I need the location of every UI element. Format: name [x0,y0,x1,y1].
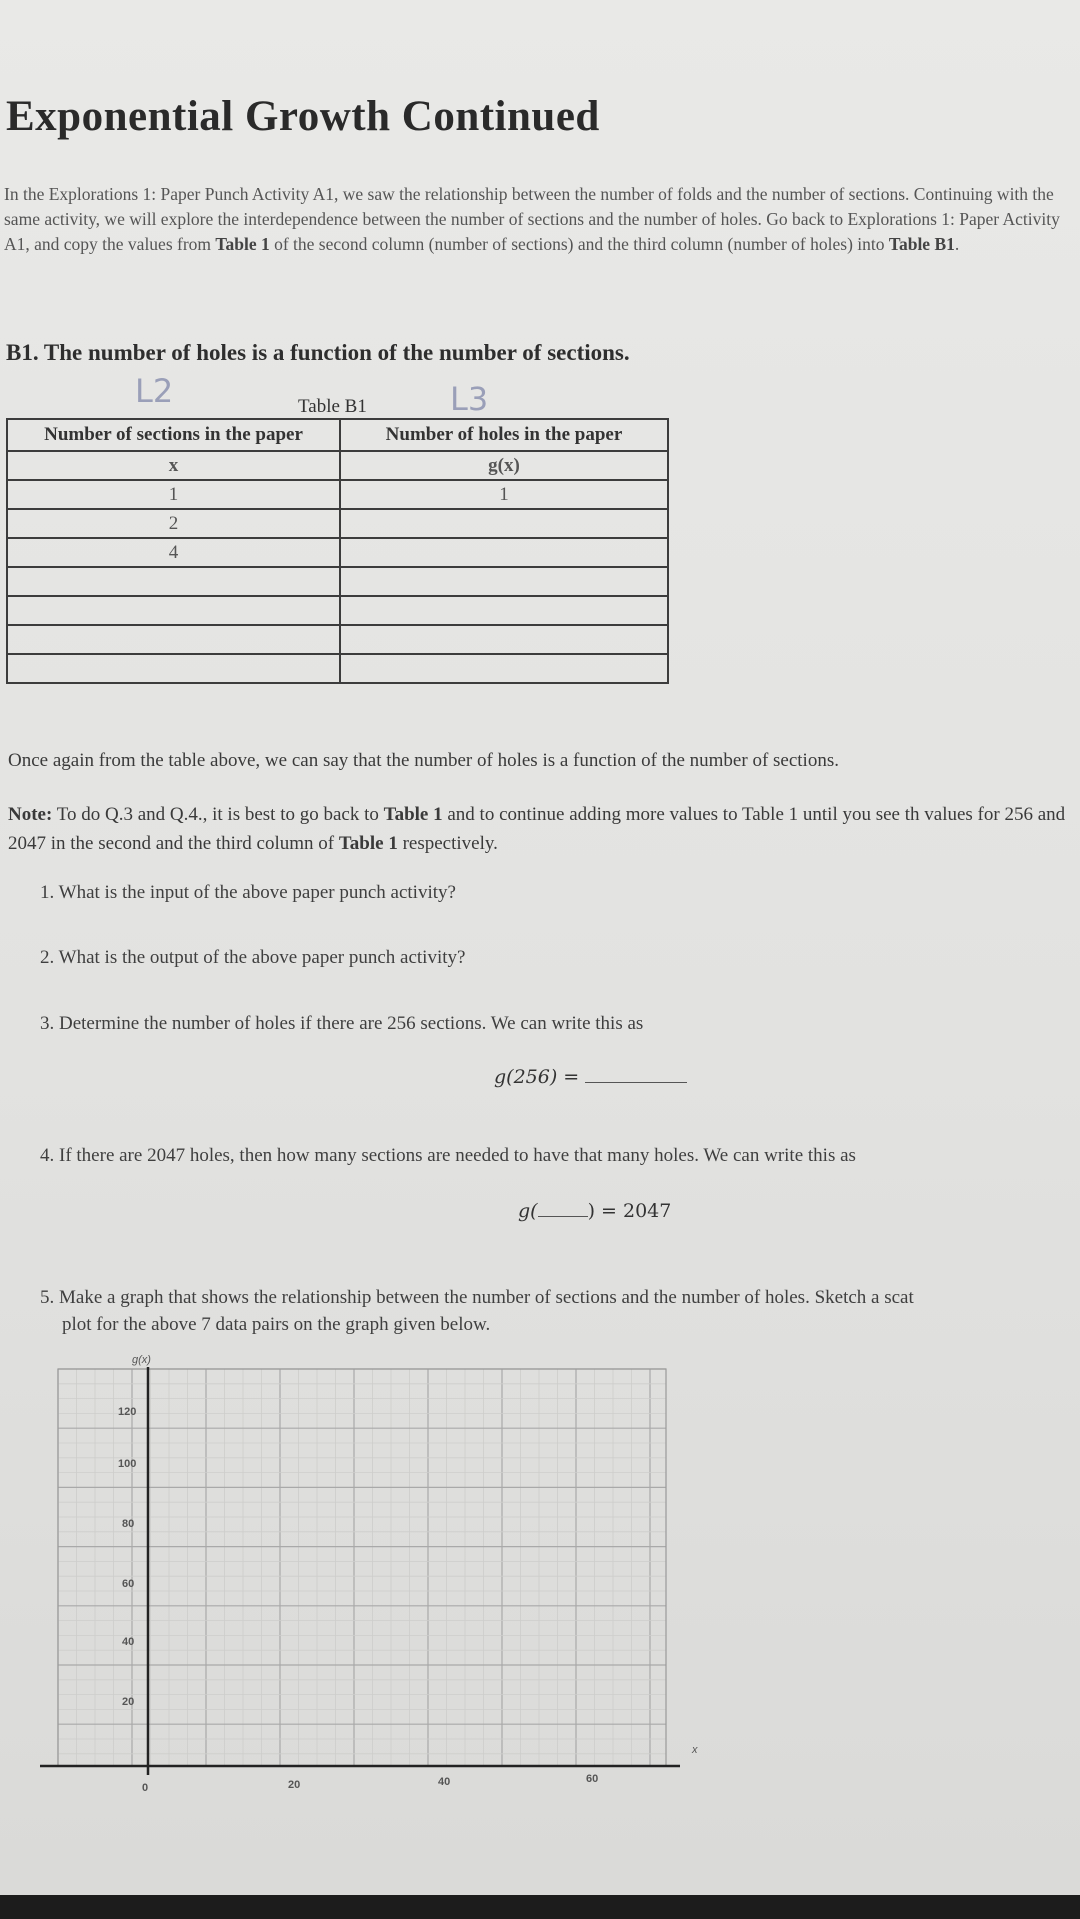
blank-graph[interactable] [40,1355,720,1800]
page-title: Exponential Growth Continued [6,93,600,140]
q3-equation-text: g(256) = [494,1066,580,1088]
x-tick-label: 60 [586,1773,599,1785]
table-row [7,654,668,683]
x-tick-label: 20 [288,1779,301,1791]
col1-header: Number of sections in the paper [7,419,340,451]
table-row [7,509,668,538]
sections-cell: 2 [7,509,340,538]
note-bold-1: Table 1 [383,804,443,825]
holes-cell [340,625,668,654]
x-tick-label: 0 [142,1782,149,1794]
y-tick-label: 80 [122,1518,135,1530]
y-axis-label: g(x) [132,1355,151,1366]
x-tick-label: 40 [438,1776,451,1788]
y-tick-label: 20 [122,1696,135,1708]
sections-cell [7,625,340,654]
once-again-text: Once again from the table above, we can say that the number of holes is a function of the number of sections. [8,750,839,771]
question-5-line-1: 5. Make a graph that shows the relationship between the number of sections and the number of holes. Sketch a scat [40,1287,914,1308]
table-row [7,596,668,625]
intro-bold-2: Table B1 [888,234,955,254]
y-tick-label: 40 [122,1636,135,1648]
table-b1 [6,418,669,684]
holes-cell [340,538,668,567]
section-heading: B1. The number of holes is a function of the number of sections. [6,340,630,365]
y-tick-label: 60 [122,1578,135,1590]
col2-var: g(x) [340,451,668,480]
q4-equation-right: ) = 2047 [587,1200,672,1222]
q4-answer-blank[interactable] [538,1216,588,1217]
q3-equation [494,1066,687,1088]
note-text-1: To do Q.3 and Q.4., it is best to go back to [52,804,384,825]
sections-cell [7,596,340,625]
question-2: 2. What is the output of the above paper punch activity? [40,947,466,968]
table-row [7,567,668,596]
question-3: 3. Determine the number of holes if there are 256 sections. We can write this as [40,1013,644,1034]
bottom-edge [0,1895,1080,1919]
q4-equation [518,1200,671,1222]
y-tick-label: 120 [118,1406,137,1418]
table-var-row [7,451,668,480]
col2-header: Number of holes in the paper [340,419,668,451]
table-row [7,480,668,509]
note-text-3: respectively. [397,833,498,854]
table-row [7,538,668,567]
question-5-line-2: plot for the above 7 data pairs on the graph given below. [62,1314,491,1335]
holes-cell [340,596,668,625]
intro-text-3: . [954,234,960,254]
note-bold-2: Table 1 [338,833,398,854]
note-label: Note: [8,804,53,825]
handwritten-label-left: L2 [135,372,174,410]
y-tick-label: 100 [118,1458,137,1470]
sections-cell: 4 [7,538,340,567]
holes-cell [340,654,668,683]
intro-bold-1: Table 1 [215,234,270,254]
question-1: 1. What is the input of the above paper punch activity? [40,882,456,903]
q4-equation-left: g( [518,1200,538,1222]
handwritten-label-right: L3 [450,380,489,418]
sections-cell [7,567,340,596]
x-axis-label: x [692,1744,698,1756]
table-caption: Table B1 [298,396,367,417]
intro-text-1: In the Explorations 1: Paper Punch Activity A1, we saw the relationship between the number of folds and the number of sections. Continuing with the same activity, we will explore the interdependence between the number of sections and the number of holes. Go back to Explorations 1: Paper Activity A1, and copy the values from [4,184,1060,254]
sections-cell: 1 [7,480,340,509]
holes-cell: 1 [340,480,668,509]
intro-paragraph [4,182,1076,257]
question-4: 4. If there are 2047 holes, then how many sections are needed to have that many holes. We can write this as [40,1145,856,1166]
note-paragraph [8,800,1080,858]
holes-cell [340,567,668,596]
sections-cell [7,654,340,683]
col1-var: x [7,451,340,480]
intro-text-2: of the second column (number of sections) and the third column (number of holes) into [269,234,889,254]
q3-answer-blank[interactable] [585,1082,687,1083]
holes-cell [340,509,668,538]
table-row [7,625,668,654]
note-text-2: and to continue adding more values to Table 1 until you see th values for 256 and 2047 in the second and the third column of [8,804,1066,854]
table-header-row [7,419,668,451]
